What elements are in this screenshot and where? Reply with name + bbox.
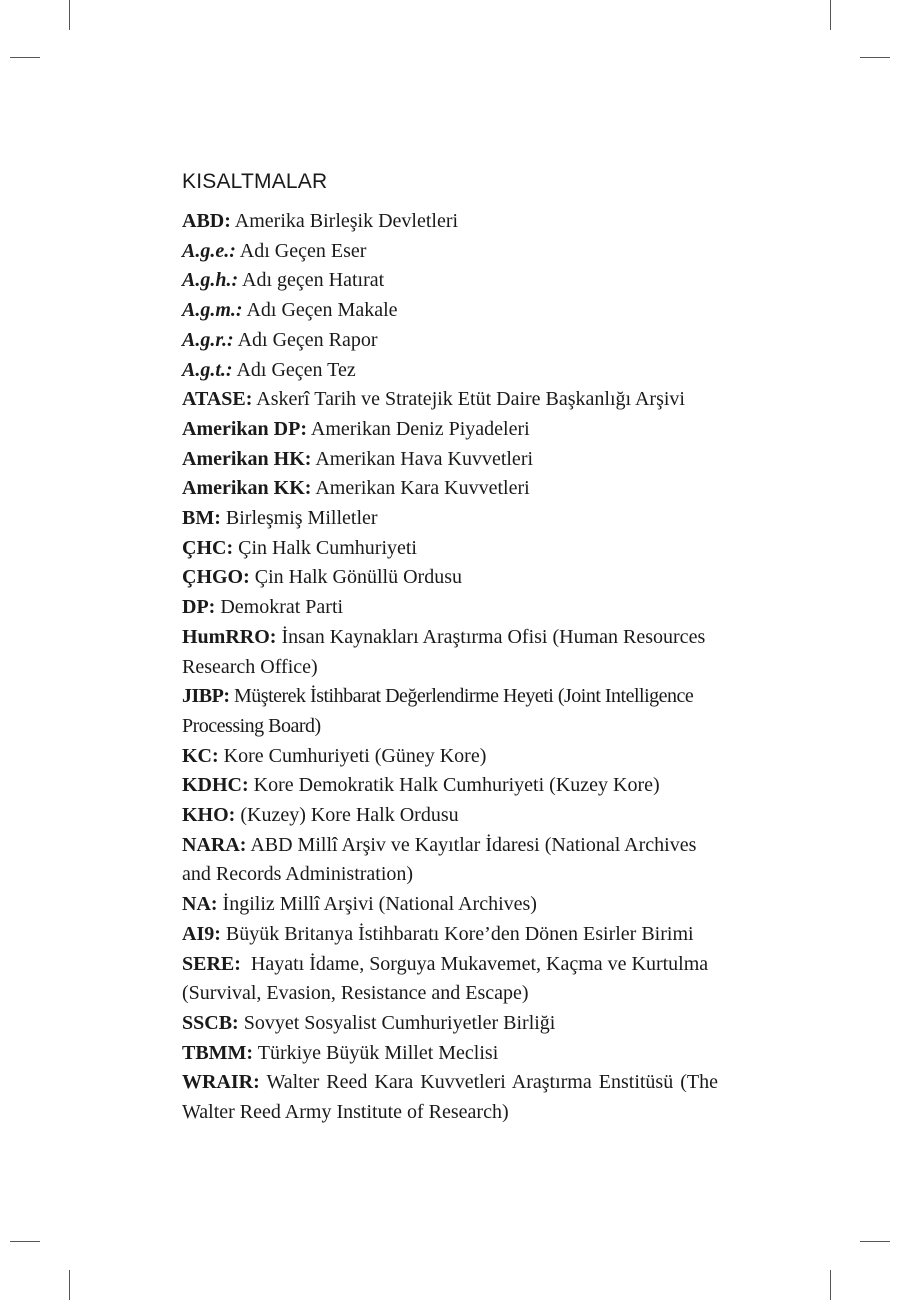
- crop-mark-top-right: [830, 0, 831, 30]
- abbreviation-term: KDHC:: [182, 774, 249, 797]
- abbreviation-entry: [182, 742, 718, 772]
- abbreviation-entry: [182, 356, 718, 386]
- abbreviation-entry: [182, 445, 718, 475]
- abbreviation-definition: Kore Demokratik Halk Cumhuriyeti (Kuzey Kore): [248, 774, 660, 797]
- abbreviation-definition: ABD Millî Arşiv ve Kayıtlar İdaresi (National Archives and Records Administration): [182, 833, 697, 886]
- abbreviation-entry: [182, 831, 718, 890]
- abbreviation-definition: Birleşmiş Milletler: [220, 507, 378, 530]
- abbreviation-term: SERE:: [182, 952, 241, 975]
- abbreviation-entry: [182, 563, 718, 593]
- crop-mark-bottom-right: [830, 1270, 831, 1300]
- abbreviation-definition: Adı Geçen Eser: [235, 239, 367, 262]
- abbreviation-entry: [182, 207, 718, 237]
- abbreviation-definition: Hayatı İdame, Sorguya Mukavemet, Kaçma ve Kurtulma (Survival, Evasion, Resistance and Escape): [182, 952, 714, 1005]
- abbreviation-term: Amerikan HK:: [182, 447, 312, 470]
- abbreviation-definition: Müşterek İstihbarat Değerlendirme Heyeti (Joint Intelligence Processing Board): [182, 685, 694, 737]
- abbreviation-definition: Adı geçen Hatırat: [238, 269, 385, 292]
- abbreviation-entry: [182, 534, 718, 564]
- abbreviation-entry: [182, 385, 718, 415]
- abbreviation-entry: [182, 415, 718, 445]
- abbreviation-term: AI9:: [182, 922, 221, 945]
- abbreviation-term: KHO:: [182, 804, 236, 827]
- abbreviation-definition: Amerikan Kara Kuvvetleri: [311, 477, 530, 500]
- abbreviation-entry: [182, 771, 718, 801]
- abbreviation-definition: Sovyet Sosyalist Cumhuriyetler Birliği: [238, 1011, 556, 1034]
- abbreviation-definition: Walter Reed Kara Kuvvetleri Araştırma Enstitüsü (The Walter Reed Army Institute of Research): [182, 1071, 718, 1124]
- abbreviation-term: A.g.r.:: [182, 328, 234, 351]
- abbreviation-term: JIBP:: [182, 685, 230, 708]
- abbreviation-definition: (Kuzey) Kore Halk Ordusu: [235, 804, 459, 827]
- crop-mark-top-left: [69, 0, 70, 30]
- abbreviation-term: ATASE:: [182, 388, 253, 411]
- abbreviation-entry: [182, 1039, 718, 1069]
- abbreviation-entry: [182, 1009, 718, 1039]
- abbreviation-term: WRAIR:: [182, 1071, 260, 1094]
- abbreviation-term: ÇHC:: [182, 536, 234, 559]
- abbreviation-definition: Amerika Birleşik Devletleri: [230, 210, 459, 232]
- abbreviation-entry: [182, 504, 718, 534]
- abbreviation-definition: İngiliz Millî Arşivi (National Archives): [217, 893, 537, 916]
- abbreviation-definition: Amerikan Deniz Piyadeleri: [306, 417, 530, 440]
- page-heading: KISALTMALAR: [182, 170, 328, 193]
- abbreviation-entry: [182, 801, 718, 831]
- abbreviation-term: DP:: [182, 596, 216, 619]
- abbreviation-definition: Türkiye Büyük Millet Meclisi: [253, 1041, 499, 1064]
- abbreviation-term: NARA:: [182, 833, 247, 856]
- abbreviation-entry: [182, 593, 718, 623]
- abbreviation-term: HumRRO:: [182, 625, 277, 648]
- abbreviation-entry: [182, 296, 718, 326]
- abbreviation-list: [182, 207, 718, 1128]
- abbreviation-definition: Çin Halk Cumhuriyeti: [233, 536, 417, 559]
- abbreviation-entry: [182, 950, 718, 1009]
- abbreviation-definition: Büyük Britanya İstihbaratı Kore’den Dönen Esirler Birimi: [220, 922, 694, 945]
- abbreviation-definition: Kore Cumhuriyeti (Güney Kore): [218, 744, 487, 767]
- abbreviation-definition: Amerikan Hava Kuvvetleri: [311, 447, 534, 470]
- abbreviation-entry: [182, 682, 718, 741]
- abbreviation-entry: [182, 1068, 718, 1127]
- abbreviation-definition: Çin Halk Gönüllü Ordusu: [249, 566, 462, 589]
- abbreviation-definition: Demokrat Parti: [215, 596, 344, 619]
- abbreviation-definition: Adı Geçen Tez: [232, 358, 356, 381]
- abbreviation-term: TBMM:: [182, 1041, 254, 1064]
- abbreviation-term: Amerikan DP:: [182, 417, 307, 440]
- abbreviation-definition: İnsan Kaynakları Araştırma Ofisi (Human Resources Research Office): [182, 625, 706, 678]
- abbreviation-term: A.g.m.:: [182, 299, 243, 322]
- crop-mark-right-bottom: [860, 1241, 890, 1242]
- abbreviation-term: ABD:: [182, 210, 231, 232]
- crop-mark-right-top: [860, 57, 890, 58]
- abbreviation-term: Amerikan KK:: [182, 477, 312, 500]
- abbreviation-term: ÇHGO:: [182, 566, 250, 589]
- abbreviation-term: A.g.e.:: [182, 239, 236, 262]
- abbreviation-term: NA:: [182, 893, 218, 916]
- abbreviation-entry: [182, 266, 718, 296]
- abbreviation-definition: Adı Geçen Rapor: [233, 328, 378, 351]
- abbreviation-entry: [182, 890, 718, 920]
- abbreviation-term: BM:: [182, 507, 221, 530]
- abbreviation-entry: [182, 237, 718, 267]
- crop-mark-left-bottom: [10, 1241, 40, 1242]
- abbreviation-term: A.g.t.:: [182, 358, 233, 381]
- abbreviation-term: SSCB:: [182, 1011, 239, 1034]
- abbreviation-definition: Adı Geçen Makale: [242, 299, 398, 322]
- abbreviation-entry: [182, 474, 718, 504]
- abbreviation-term: A.g.h.:: [182, 269, 239, 292]
- abbreviation-entry: [182, 623, 718, 682]
- abbreviation-entry: [182, 326, 718, 356]
- crop-mark-left-top: [10, 57, 40, 58]
- crop-mark-bottom-left: [69, 1270, 70, 1300]
- abbreviation-term: KC:: [182, 744, 219, 767]
- abbreviation-definition: Askerî Tarih ve Stratejik Etüt Daire Başkanlığı Arşivi: [252, 388, 685, 411]
- abbreviations-page: [182, 166, 718, 1128]
- abbreviation-entry: [182, 920, 718, 950]
